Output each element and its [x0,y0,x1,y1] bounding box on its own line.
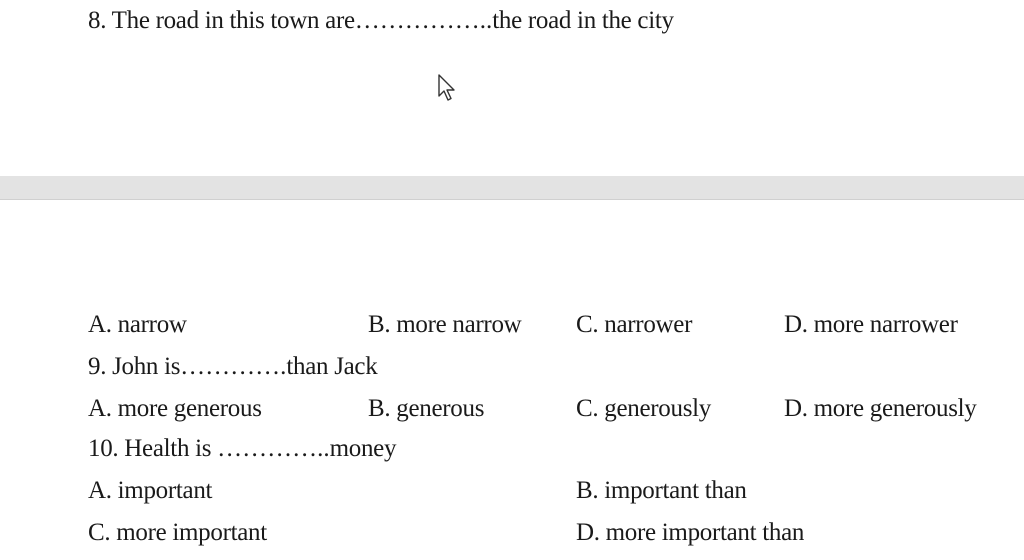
mouse-pointer-icon [437,74,457,102]
question-10-prefix: 10. Health is [88,435,218,462]
document-page-top [0,0,1024,176]
question-10-blank: ………….. [217,435,330,462]
q10-option-d[interactable]: D. more important than [576,519,805,546]
question-9-blank: …………. [180,353,287,380]
q9-option-c[interactable]: C. generously [576,395,711,422]
question-10-suffix: money [329,435,397,462]
question-9-stem [88,352,377,382]
question-9-suffix: than Jack [286,353,378,380]
question-9-prefix: 9. John is [88,353,181,380]
q8-option-b[interactable]: B. more narrow [368,311,522,338]
page-break [0,176,1024,200]
question-8-blank: …………….. [354,7,493,34]
question-8-prefix: 8. The road in this town are [88,7,355,34]
q8-option-c[interactable]: C. narrower [576,311,693,338]
question-8-suffix: the road in the city [492,7,674,34]
q10-option-a[interactable]: A. important [88,477,213,504]
question-8-stem [88,6,674,36]
question-10-stem [88,434,396,464]
q8-option-a[interactable]: A. narrow [88,311,187,338]
q9-option-a[interactable]: A. more generous [88,395,262,422]
q9-option-b[interactable]: B. generous [368,395,485,422]
q8-option-d[interactable]: D. more narrower [784,311,958,338]
q10-option-c[interactable]: C. more important [88,519,267,546]
q9-option-d[interactable]: D. more generously [784,395,977,422]
q10-option-b[interactable]: B. important than [576,477,747,504]
